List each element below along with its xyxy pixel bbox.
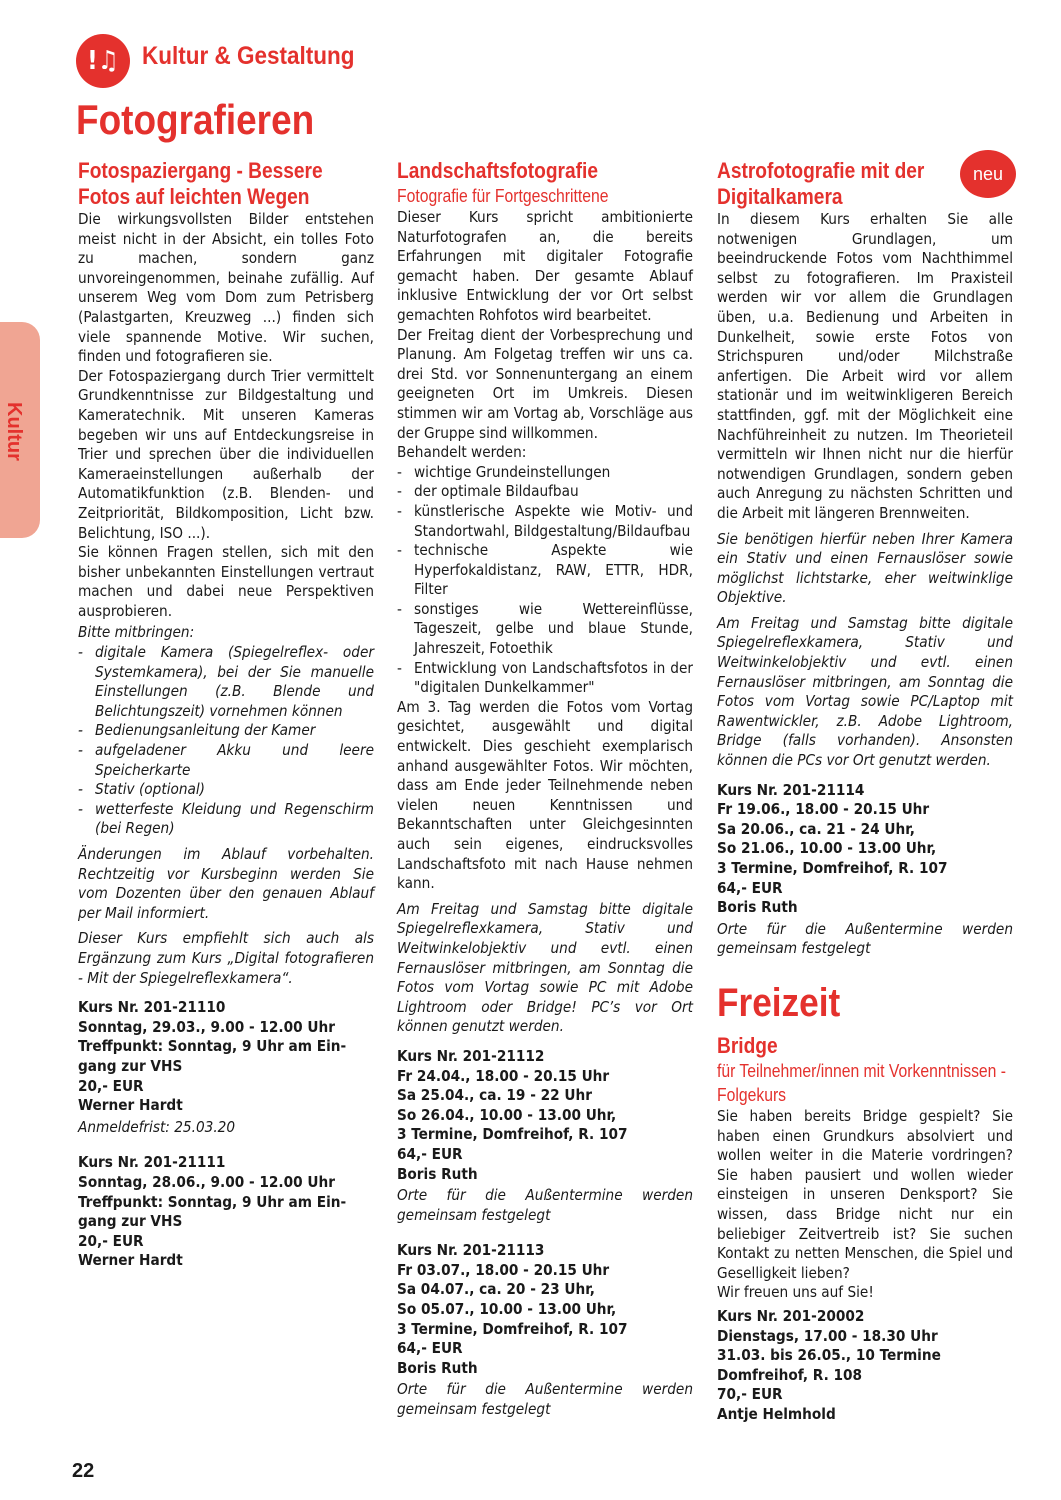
paragraph: In diesem Kurs erhalten Sie alle notwenigen Grundlagen, um beeindruckende Fotos vom Nachthimmel selbst zu fotografieren. Im Praxisteil werden wir vor allem die Grundlagen üben, u.a. Bedienung und Arbeiten in Dunkelheit, sowie erste Fotos von Strichspuren und/oder Milchstraße anfertigen. Die Arbeit wird vor allem stationär und im weitwinkligeren Bereich stattfinden, ggf. mit der Möglichkeit eine Nachführeinheit zu nutzen. Im Theorieteil vermitteln wir Ihnen nicht nur die hierfür notwendigen Grundlagen, sondern geben auch Anregung zu nächsten Schritten und die Arbeit mit längeren Brennweiten. [717,210,1013,522]
note: Am Freitag und Samstag bitte digitale Spiegelreflexkamera, Stativ und Weitwinkelobjektiv und evtl. einen Fernauslöser mitbringen, am Sonntag die Fotos vom Vortag sowie PC mit Adobe Lightroom oder Bridge! PC’s vor Ort können genutzt werden. [397,899,693,1036]
page-number: 22 [72,1460,95,1482]
note: Sie benötigen hierfür neben Ihrer Kamera ein Stativ und einen Fernauslöser sowie möglichst lichtstarke, eher weitwinklige Objektive. [717,529,1013,607]
list-item: - Bedienungsanleitung der Kamer [78,721,374,741]
note: Anmeldefrist: 25.03.20 [78,1117,236,1136]
course-info: Kurs Nr. 201-21112 Fr 24.04., 18.00 - 20.15 Uhr Sa 25.04., ca. 19 - 22 Uhr So 26.04., 10.00 - 13.00 Uhr, 3 Termine, Domfreihof, R. 107 64,- EUR Boris Ruth [397,1046,628,1183]
note: Änderungen im Ablauf vorbehalten. Rechtzeitig vor Kursbeginn werden Sie vom Dozenten über den genauen Ablauf per Mail informiert. [78,845,374,922]
side-tab[interactable] [0,322,40,538]
list-item: - sonstiges wie Wettereinflüsse, Tageszeit, gelbe und blaue Stunde, Jahreszeit, Fotoethik [397,600,693,659]
list-item: - wichtige Grundeinstellungen [397,463,693,483]
list-item: - künstlerische Aspekte wie Motiv- und Standortwahl, Bildgestaltung/Bildaufbau [397,502,693,541]
note: Dieser Kurs empfiehlt sich auch als Ergänzung zum Kurs „Digital fotografieren - Mit der Spiegelreflexkamera“. [78,929,374,987]
course-title: Bridge [717,1032,778,1058]
course-subtitle: für Teilnehmer/innen mit Vorkenntnissen - Folgekurs [717,1059,1007,1105]
list-item: - technische Aspekte wie Hyperfokaldistanz, RAW, ETTR, HDR, Filter [397,541,693,600]
column-landschaft [397,158,693,1420]
paragraph: Der Freitag dient der Vorbesprechung und Planung. Am Folgetag treffen wir uns ca. drei Std. vor Sonnenuntergang an einem geeigneten Ort im Umkreis. Diesen stimmen wir am Vortag ab, Vorschläge aus der Gruppe sind willkommen. [397,325,693,442]
note: Orte für die Außentermine werden gemeinsam festgelegt [397,1186,693,1224]
bring-list [78,643,374,839]
list-item: - Entwicklung von Landschaftsfotos in der "digitalen Dunkelkammer" [397,659,693,698]
topics-label: Behandelt werden: [397,443,527,462]
paragraph: Am 3. Tag werden die Fotos vom Vortag gesichtet, ausgewählt und digital entwickelt. Dies geschieht exemplarisch anhand ausgewählter Fotos. Wir möchten, dass am Ende jeder Teilnehmende neben vielen neuen Kenntnissen und Bekanntschaften unter Gleichgesinnten auch sein eigenes, eindrucksvolles Landschaftsfoto mit nach Hause nehmen kann. [397,697,693,893]
note: Orte für die Außentermine werden gemeinsam festgelegt [397,1380,693,1419]
course-info: Kurs Nr. 201-21110 Sonntag, 29.03., 9.00 - 12.00 Uhr Treffpunkt: Sonntag, 9 Uhr am Ein- gang zur VHS 20,- EUR Werner Hardt [78,998,347,1115]
new-badge: neu [960,150,1016,198]
note: Orte für die Außentermine werden gemeinsam festgelegt [717,919,1013,958]
note: Am Freitag und Samstag bitte digitale Spiegelreflexkamera, Stativ und Weitwinkelobjektiv und evtl. einen Fernauslöser mitbringen, am Sonntag die Fotos vom Vortag sowie PC/Laptop mit Rawentwickler, z.B. Adobe Lightroom, Bridge (falls vorhanden). Ansonsten können die PCs vor Ort genutzt werden. [717,613,1013,770]
list-item: - wetterfeste Kleidung und Regenschirm (bei Regen) [78,800,374,839]
list-item: - Stativ (optional) [78,780,374,800]
course-info: Kurs Nr. 201-21113 Fr 03.07., 18.00 - 20.15 Uhr Sa 04.07., ca. 20 - 23 Uhr, So 05.07., 10.00 - 13.00 Uhr, 3 Termine, Domfreihof, R. 107 64,- EUR Boris Ruth [397,1241,628,1377]
page-title: Fotografieren [76,96,315,143]
side-tab-label: Kultur [3,402,25,461]
music-note-exclamation-icon: !♫ [76,34,130,88]
course-info: Kurs Nr. 201-20002 Dienstags, 17.00 - 18.30 Uhr 31.03. bis 26.05., 10 Termine Domfreihof, R. 108 70,- EUR Antje Helmhold [717,1306,941,1423]
paragraph: Sie haben bereits Bridge gespielt? Sie haben einen Grundkurs absolviert und wollen weiter in die Materie vordringen? Sie haben pausiert und wollen wieder einsteigen in unseren Denksport? Sie wissen, dass Bridge nicht nur ein beliebiger Zeitvertreib ist? Sie suchen Kontakt zu netten Menschen, die Spiel und Geselligkeit lieben? [717,1106,1013,1282]
paragraph: Der Fotospaziergang durch Trier vermittelt Grundkenntnisse zur Bildgestaltung und Kameratechnik. Mit unseren Kameras begeben wir uns auf Entdeckungsreise in Trier und sprechen über die individuellen Kameraeinstellungen außerhalb der Automatikfunktion (z.B. Blenden- und Zeitpriorität, Bildkomposition, Licht bzw. Belichtung, ISO ...). [78,366,374,542]
paragraph: Sie können Fragen stellen, sich mit den bisher unbekannten Einstellungen vertraut machen und dabei neue Perspektiven ausprobieren. [78,543,374,620]
topics-list [397,463,693,698]
paragraph: Wir freuen uns auf Sie! [717,1283,874,1302]
paragraph: Dieser Kurs spricht ambitionierte Naturfotografen an, die bereits Erfahrungen mit digitaler Fotografie gemacht haben. Der gesamte Ablauf inklusive Entwicklung der vor Ort selbst gemachten Rohfotos wird bearbeitet. [397,208,693,324]
course-title: Astrofotografie mit der Digitalkamera [717,158,925,209]
column-astro [717,158,1013,1424]
column-fotospaziergang [78,158,374,1271]
course-title: Fotospaziergang - Bessere Fotos auf leichten Wegen [78,158,323,209]
course-title: Landschaftsfotografie [397,158,598,183]
category-title: Kultur & Gestaltung [142,42,355,70]
bring-label: Bitte mitbringen: [78,623,195,642]
course-info: Kurs Nr. 201-21111 Sonntag, 28.06., 9.00 - 12.00 Uhr Treffpunkt: Sonntag, 9 Uhr am Ein- gang zur VHS 20,- EUR Werner Hardt [78,1153,347,1270]
course-subtitle: Fotografie für Fortgeschrittene [397,185,609,206]
course-info: Kurs Nr. 201-21114 Fr 19.06., 18.00 - 20.15 Uhr Sa 20.06., ca. 21 - 24 Uhr, So 21.06., 10.00 - 13.00 Uhr, 3 Termine, Domfreihof, R. 107 64,- EUR Boris Ruth [717,780,948,917]
list-item: - der optimale Bildaufbau [397,482,693,502]
list-item: - digitale Kamera (Spiegelreflex- oder Systemkamera), bei der Sie manuelle Einstellungen (z.B. Blende und Belichtungszeit) vornehmen können [78,643,374,721]
section-title: Freizeit [717,980,841,1025]
list-item: - aufgeladener Akku und leere Speicherkarte [78,741,374,780]
paragraph: Die wirkungsvollsten Bilder entstehen meist nicht in der Absicht, ein tolles Foto zu machen, sondern ganz unvoreingenommen, beinahe zufällig. Auf unserem Weg vom Dom zum Petrisberg (Palastgarten, Kreuzweg ...) finden sich viele spannende Motive. Wir suchen, finden und fotografieren sie. [78,210,374,366]
